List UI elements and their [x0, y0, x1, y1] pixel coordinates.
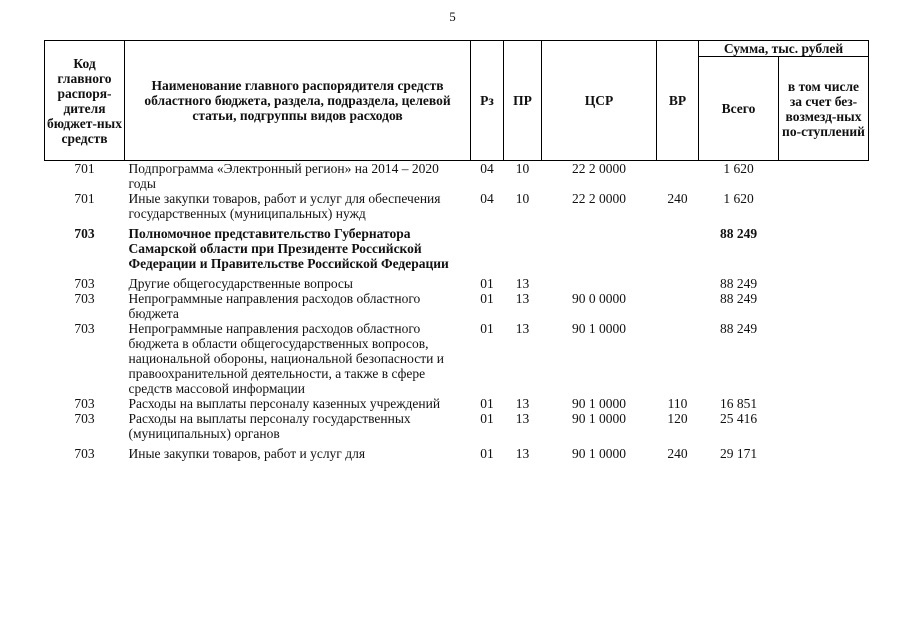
- cell-csr: [542, 276, 657, 291]
- header-pr: ПР: [504, 41, 542, 161]
- cell-csr: 90 1 0000: [572, 446, 626, 461]
- cell-rz: 01: [480, 446, 494, 461]
- cell-total: 25 416: [719, 411, 758, 426]
- table-row: [45, 191, 869, 226]
- cell-code: 703: [74, 396, 95, 411]
- cell-vr: 120: [667, 411, 688, 426]
- cell-name: Другие общегосударственные вопросы: [128, 276, 353, 291]
- cell-code: 703: [74, 446, 95, 461]
- cell-pr: 10: [515, 191, 530, 206]
- cell-incl: [779, 396, 869, 411]
- cell-csr: 22 2 0000: [572, 161, 626, 176]
- cell-code: 703: [74, 276, 95, 291]
- header-code: Код главного распоря-дителя бюджет-ных средств: [45, 41, 125, 161]
- cell-code: 703: [74, 226, 95, 241]
- cell-rz: 04: [480, 191, 494, 206]
- cell-pr: 13: [515, 321, 530, 336]
- table-row: [45, 446, 869, 461]
- cell-pr: 13: [515, 276, 530, 291]
- cell-rz: 01: [480, 321, 494, 336]
- cell-rz: 01: [480, 411, 494, 426]
- table-row: [45, 161, 869, 192]
- cell-vr: 240: [667, 191, 688, 206]
- cell-pr: 13: [515, 291, 530, 306]
- cell-vr: [657, 321, 699, 396]
- cell-csr: 90 1 0000: [572, 411, 626, 426]
- cell-name: Иные закупки товаров, работ и услуг для: [128, 446, 366, 461]
- cell-total: 29 171: [719, 446, 758, 461]
- cell-csr: 90 1 0000: [572, 396, 626, 411]
- cell-pr: 10: [515, 161, 530, 176]
- cell-rz: 04: [480, 161, 494, 176]
- table-row: [45, 411, 869, 446]
- cell-total: 88 249: [719, 321, 758, 336]
- cell-vr: 240: [667, 446, 688, 461]
- cell-incl: [779, 321, 869, 396]
- cell-code: 703: [74, 321, 95, 336]
- cell-code: 701: [74, 161, 95, 176]
- cell-csr: 90 0 0000: [572, 291, 626, 306]
- header-sum-group: Сумма, тыс. рублей: [699, 41, 869, 57]
- cell-total: 1 620: [723, 161, 754, 176]
- table-row: [45, 396, 869, 411]
- cell-incl: [779, 226, 869, 276]
- cell-vr: [657, 161, 699, 192]
- table-row: [45, 226, 869, 276]
- cell-vr: [657, 226, 699, 276]
- header-csr: ЦСР: [542, 41, 657, 161]
- header-name: Наименование главного распорядителя средств областного бюджета, раздела, подраздела, целевой статьи, подгруппы видов расходов: [125, 41, 471, 161]
- cell-code: 701: [74, 191, 95, 206]
- cell-total: 88 249: [719, 291, 758, 306]
- cell-incl: [779, 411, 869, 446]
- cell-pr: 13: [515, 411, 530, 426]
- cell-incl: [779, 191, 869, 226]
- cell-incl: [779, 291, 869, 321]
- cell-total: 88 249: [719, 276, 758, 291]
- cell-name: Непрограммные направления расходов областного бюджета: [128, 291, 421, 321]
- cell-total: 1 620: [723, 191, 754, 206]
- cell-vr: 110: [667, 396, 688, 411]
- cell-pr: 13: [515, 446, 530, 461]
- cell-name: Непрограммные направления расходов областного бюджета в области общегосударственных вопросов, национальной обороны, национальной безопасности и правоохранительной деятельности, а также в сфере средств массовой информации: [128, 321, 444, 396]
- cell-name: Полномочное представительство Губернатора Самарской области при Президенте Российской Федерации и Правительстве Российской Федерации: [128, 226, 449, 271]
- cell-pr: [504, 226, 542, 276]
- header-incl: в том числе за счет без-возмезд-ных по-ступлений: [779, 57, 869, 161]
- cell-vr: [657, 291, 699, 321]
- cell-csr: 22 2 0000: [572, 191, 626, 206]
- cell-name: Расходы на выплаты персоналу государственных (муниципальных) органов: [128, 411, 411, 441]
- cell-pr: 13: [515, 396, 530, 411]
- table-row: [45, 276, 869, 291]
- budget-table: [44, 40, 869, 461]
- cell-incl: [779, 446, 869, 461]
- cell-incl: [779, 276, 869, 291]
- table-body: [45, 161, 869, 462]
- header-total: Всего: [699, 57, 779, 161]
- cell-csr: [542, 226, 657, 276]
- cell-vr: [657, 276, 699, 291]
- cell-total: 16 851: [719, 396, 758, 411]
- cell-name: Подпрограмма «Электронный регион» на 2014 – 2020 годы: [128, 161, 439, 191]
- header-rz: Рз: [471, 41, 504, 161]
- cell-incl: [779, 161, 869, 192]
- cell-rz: 01: [480, 396, 494, 411]
- table-row: [45, 321, 869, 396]
- cell-rz: 01: [480, 276, 494, 291]
- cell-rz: [471, 226, 504, 276]
- page-number: 5: [449, 9, 456, 24]
- cell-name: Иные закупки товаров, работ и услуг для обеспечения государственных (муниципальных) нужд: [128, 191, 441, 221]
- table-row: [45, 291, 869, 321]
- cell-code: 703: [74, 291, 95, 306]
- cell-code: 703: [74, 411, 95, 426]
- cell-rz: 01: [480, 291, 494, 306]
- cell-csr: 90 1 0000: [572, 321, 626, 336]
- cell-name: Расходы на выплаты персоналу казенных учреждений: [128, 396, 441, 411]
- header-vr: ВР: [657, 41, 699, 161]
- cell-total: 88 249: [719, 226, 758, 241]
